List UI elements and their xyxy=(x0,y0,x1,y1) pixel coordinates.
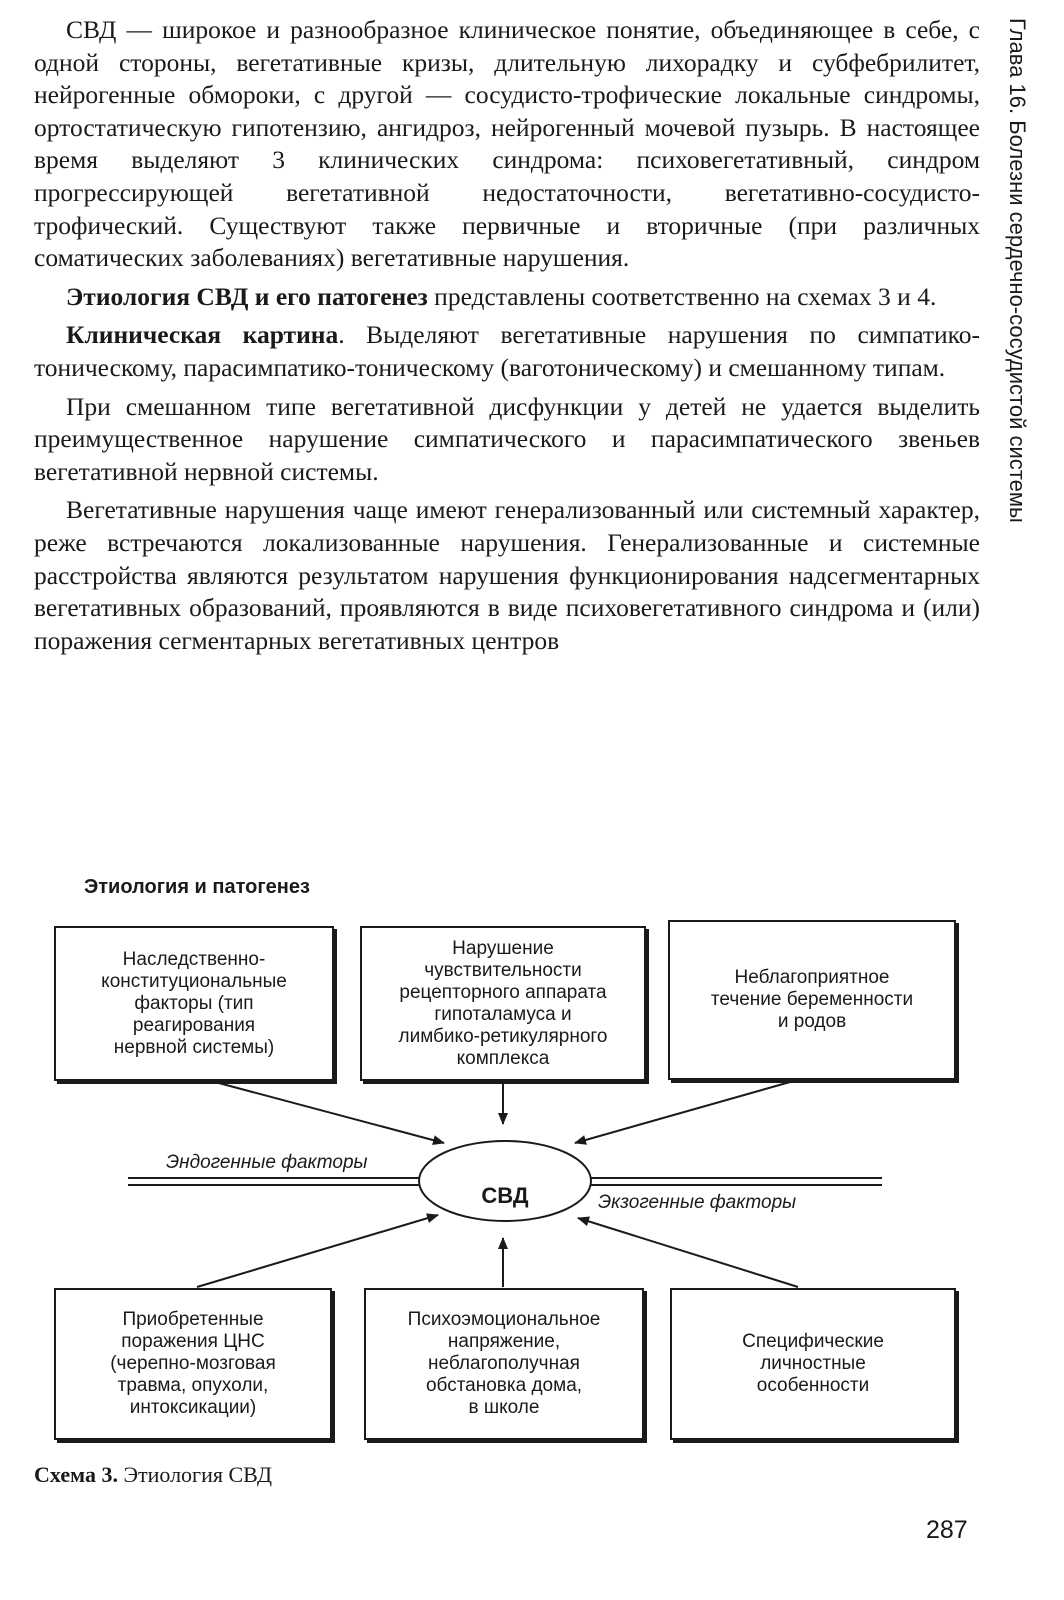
caption-label: Схема 3. xyxy=(34,1462,118,1487)
factor-text: Специфические личностные особенности xyxy=(742,1331,884,1396)
page-number: 287 xyxy=(926,1516,968,1544)
paragraph-text: . Выделяют вегетативные нарушения по симпатико-тоническому, парасимпатико-тоническому (ваготоническому) и смешанному типам. xyxy=(34,320,980,382)
factor-text: Наследственно- конституциональные факторы (тип реагирования нервной системы) xyxy=(101,948,287,1058)
paragraph-bold-term: Клиническая картина xyxy=(66,320,339,350)
factor-box-hypothalamus xyxy=(360,926,646,1081)
factor-text: Приобретенные поражения ЦНС (черепно-мозговая травма, опухоли, интоксикации) xyxy=(110,1309,276,1418)
paragraph-text: СВД — широкое и разнообразное клиническое понятие, объединяющее в себе, с одной стороны, вегетативные кризы, длительную лихорадку и субфебрилитет, нейрогенные обмороки, с другой — сосудисто-трофические локальные синдромы, ортостатическую гипотензию, ангидроз, нейрогенный мочевой пузырь. В настоящее время выделяют 3 клинических синдрома: психовегетативный, синдром прогрессирующей вегетативной недостаточности, вегетативно-сосудисто-трофический. Существуют также первичные и вторичные (при различных соматических заболеваниях) вегетативные нарушения. xyxy=(34,15,980,273)
paragraph-text: При смешанном типе вегетативной дисфункции у детей не удается выделить преимущественное нарушение симпатического и парасимпатического звеньев вегетативной нервной системы. xyxy=(34,391,980,486)
factor-text: Психоэмоциональное напряжение, неблагополучная обстановка дома, в школе xyxy=(407,1309,601,1418)
factor-box-pregnancy xyxy=(668,920,956,1080)
factor-text: Нарушение чувствительности рецепторного аппарата гипоталамуса и лимбико-ретикулярного комплекса xyxy=(398,937,608,1069)
center-label: СВД xyxy=(481,1183,529,1208)
factor-box-cns-lesions xyxy=(54,1288,332,1440)
scheme-caption xyxy=(34,1462,272,1488)
paragraph-text: Вегетативные нарушения чаще имеют генерализованный или системный характер, реже встречаются локализованные нарушения. Генерализованные и системные расстройства являются результатом нарушения функционирования надсегментарных вегетативных образований, проявляются в виде психовегетативного синдрома и (или) поражения сегментарных вегетативных центров xyxy=(34,495,980,655)
factor-box-hereditary xyxy=(54,926,334,1081)
factor-box-personality xyxy=(670,1288,956,1440)
endogenous-label: Эндогенные факторы xyxy=(166,1152,368,1173)
factor-text: Неблагоприятное течение беременности и родов xyxy=(710,967,914,1032)
factor-box-psychoemotional xyxy=(364,1288,644,1440)
exogenous-label: Экзогенные факторы xyxy=(598,1192,797,1213)
scheme-heading: Этиология и патогенез xyxy=(84,876,310,898)
chapter-title: Глава 16. Болезни сердечно-сосудистой системы xyxy=(1005,18,1030,523)
caption-text: Этиология СВД xyxy=(117,1462,272,1487)
paragraph-bold-term: Этиология СВД и его патогенез xyxy=(66,281,428,311)
paragraph-text: представлены соответственно на схемах 3 и 4. xyxy=(427,281,937,311)
